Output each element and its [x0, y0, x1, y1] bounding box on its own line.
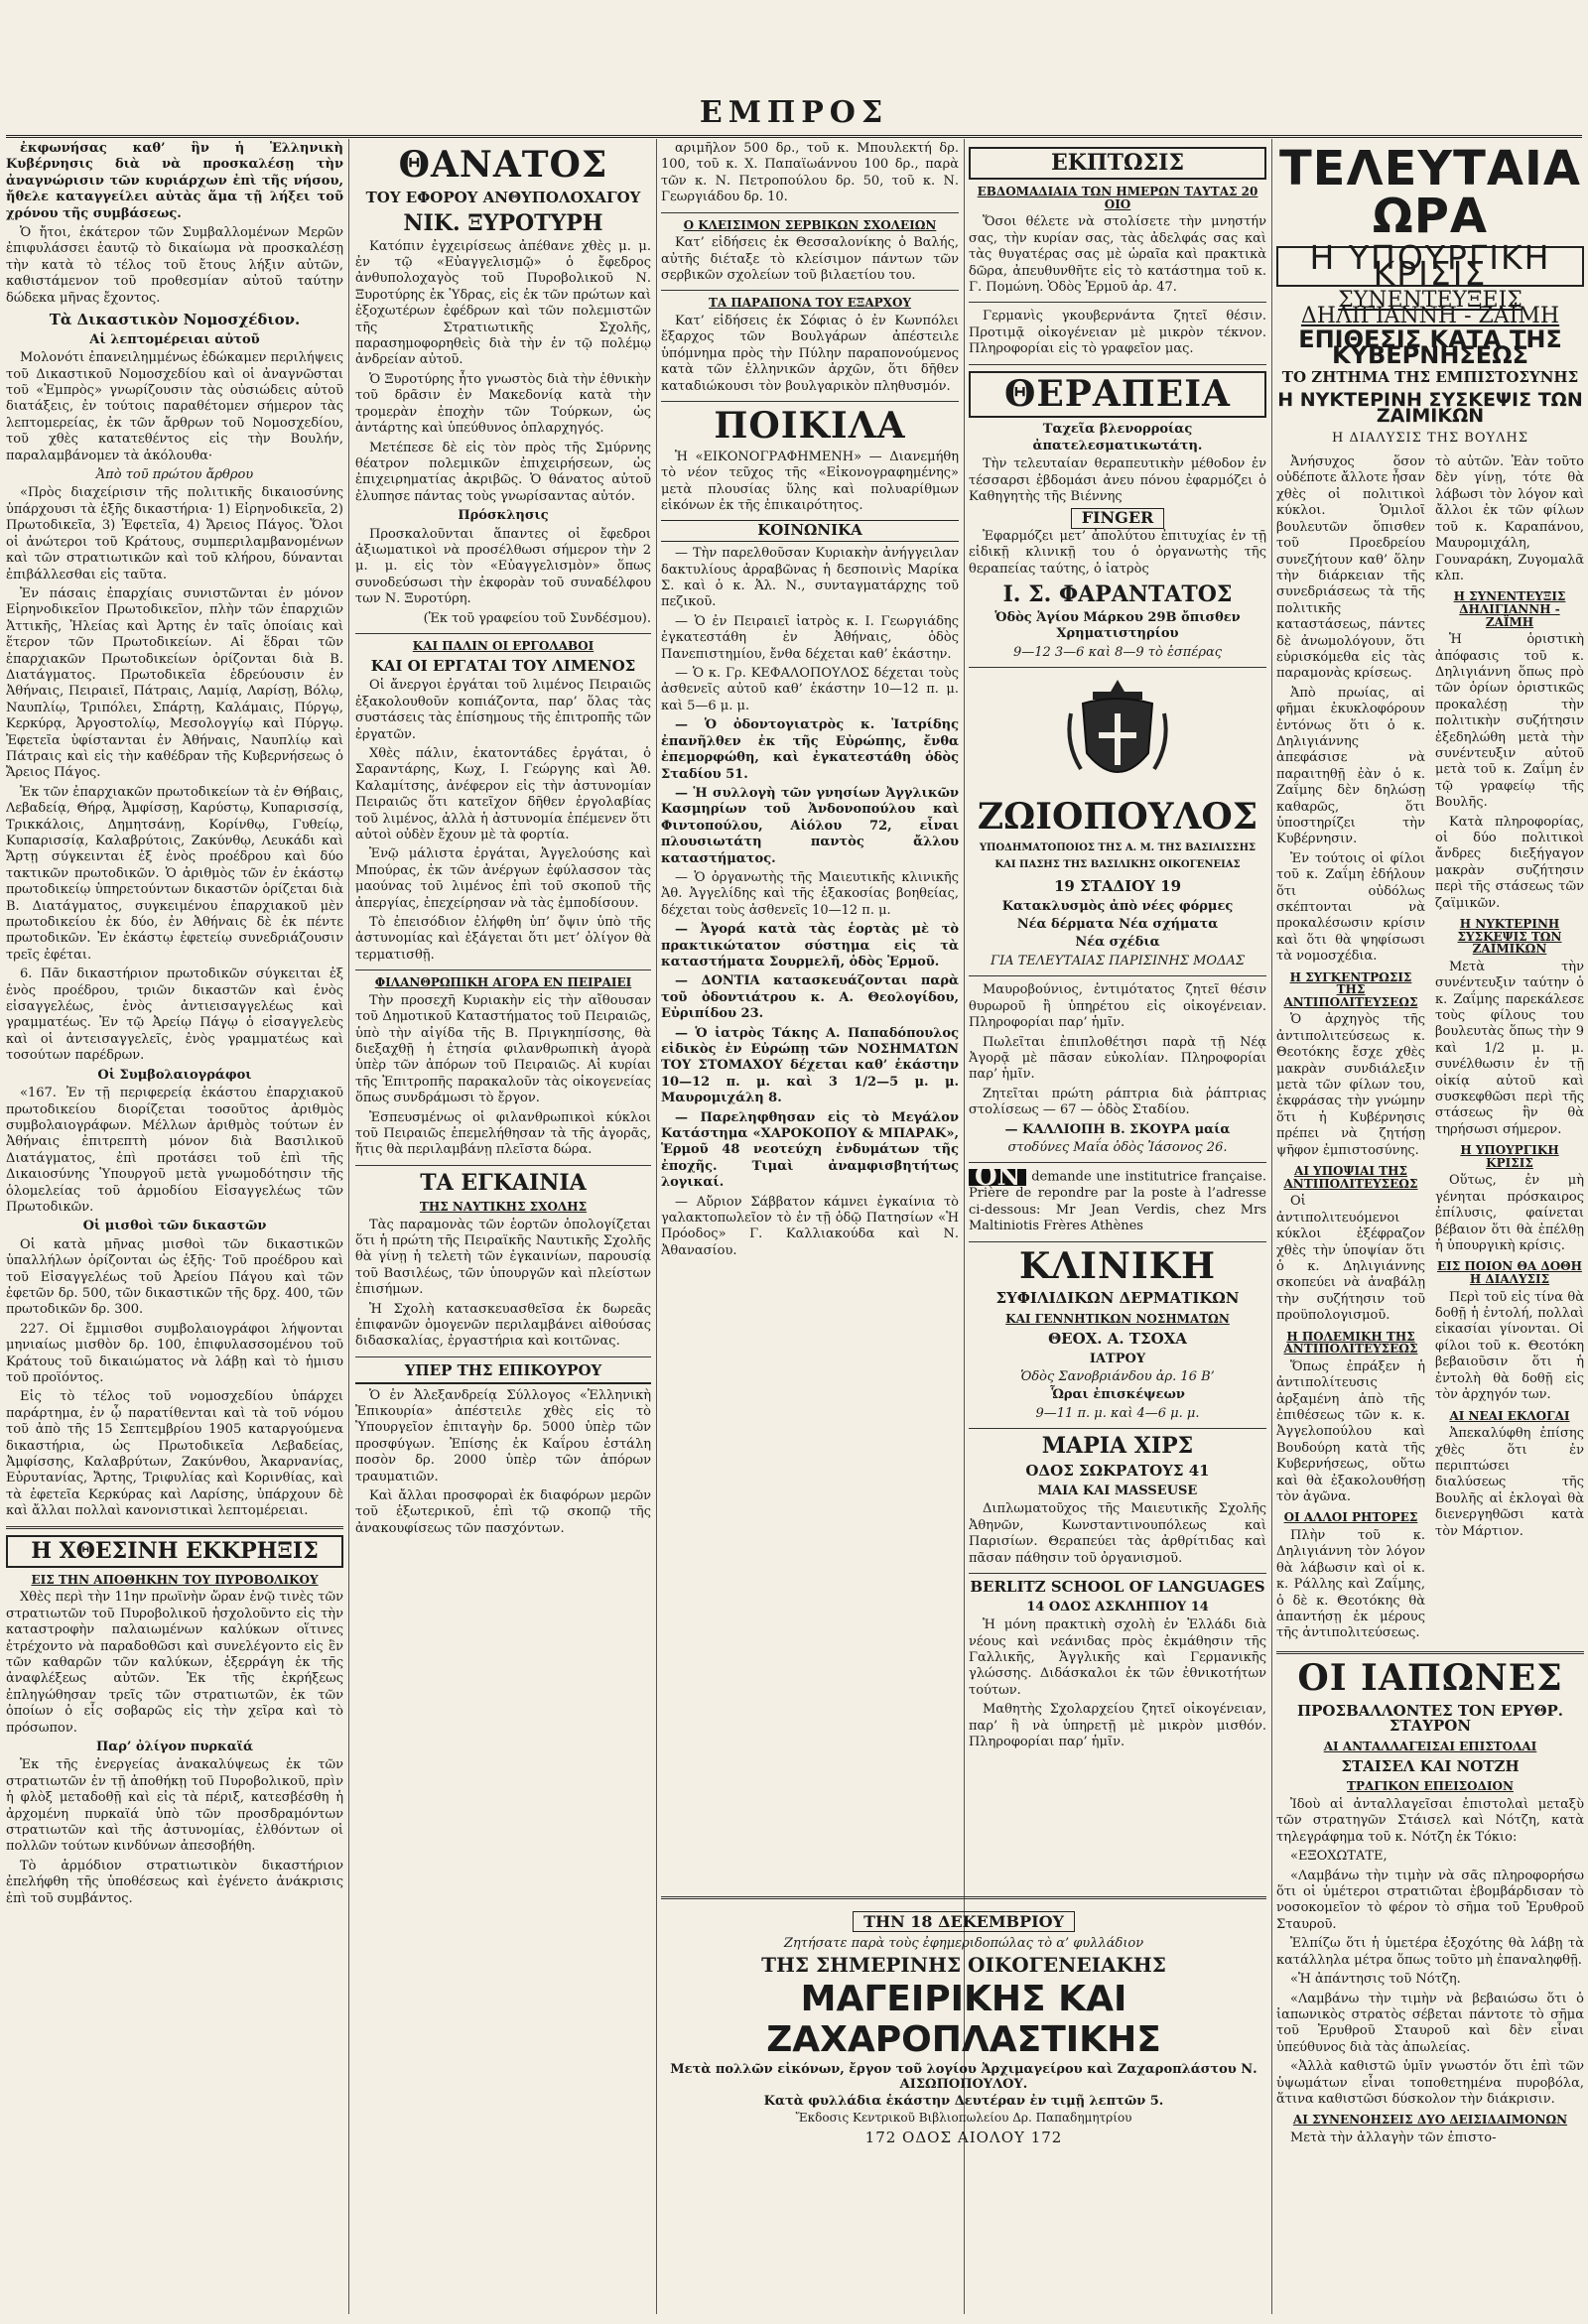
section-heading: Ο ΚΛΕΙΣΙΜΟΝ ΣΕΡΒΙΚΩΝ ΣΧΟΛΕΙΩΝ	[683, 217, 937, 232]
ad-name: ΖΩΙΟΠΟΥΛΟΣ	[977, 796, 1258, 839]
ad-subheading: ΤΗΣ ΣΗΜΕΡΙΝΗΣ ΟΙΚΟΓΕΝΕΙΑΚΗΣ	[761, 1953, 1166, 1977]
classified-text: Μαθητὴς Σχολαρχείου ζητεῖ οἰκογένειαν, παρ’ ἣ νὰ ὑπηρετῇ μὲ μικρὸν μισθόν. Πληροφορίαι παρ’ ἡμῖν.	[969, 1702, 1266, 1750]
subheading: Παρ’ ὀλίγον πυρκαϊά	[95, 1740, 254, 1754]
column-divider	[656, 139, 657, 2314]
subheadline: ΣΥΝΕΝΤΕΥΞΕΙΣ ΔΗΛΙΓΙΑΝΝΗ - ΖΑΪΜΗ	[1300, 287, 1560, 329]
article-text: — Ὁ κ. Γρ. ΚΕΦΑΛΟΠΟΥΛΟΣ δέχεται τοὺς ἀσθενεῖς αὐτοῦ καθ’ ἑκάστην 10—12 π. μ. καὶ 5—6 μ. μ.	[661, 666, 959, 713]
ad-name: BERLITZ SCHOOL OF LANGUAGES	[970, 1578, 1265, 1597]
article-text: Τὰς παραμονὰς τῶν ἑορτῶν ὁπολογίζεται ὅτι ἡ πρώτη τῆς Πειραϊκῆς Ναυτικῆς Σχολῆς θὰ γίνῃ ἡ τελετὴ τῶν ἐγκαινίων, παρουσίᾳ τοῦ Βασιλέως, τῶν ὑπουργῶν καὶ πλείστων ἐπισήμων.	[355, 1217, 651, 1298]
article-text: «Ἡ ἀπάντησις τοῦ Νότζη.	[1290, 1972, 1461, 1988]
article-text: Χθὲς πάλιν, ἑκατοντάδες ἐργάται, ὁ Σαραντάρης, Κωχ, Ι. Γεώργης καὶ Ἀθ. Καλαμίτσης, ἀνέφερον εἰς τὴν ἀστυνομίαν Πειραιῶς ὅτι κατεῖχον δῆθεν ἐργολαβίας τοῦ λιμένος, ἀλλὰ ἡ ἀστυνομία ἐπέμενεν ὅτι αὐτοὶ οὐδὲν ἔχουν μὲ τὰ φορτία.	[355, 745, 651, 842]
ad-subheading: ΥΠΟΔΗΜΑΤΟΠΟΙΟΣ ΤΗΣ Α. Μ. ΤΗΣ ΒΑΣΙΛΙΣΣΗΣ ΚΑΙ ΠΑΣΗΣ ΤΗΣ ΒΑΣΙΛΙΚΗΣ ΟΙΚΟΓΕΝΕΙΑΣ	[979, 842, 1257, 870]
article-text: Ἡ «ΕΙΚΟΝΟΓΡΑΦΗΜΕΝΗ» — Διανεμήθη τὸ νέον τεῦχος τῆς «Εἰκονογραφημένης» μετὰ πλουσίας ὕλης καὶ πολυαρίθμων εἰκόνων ἐκ τῆς ἐπικαιρότητος.	[661, 449, 959, 514]
section-heading: ΚΟΙΝΩΝΙΚΑ	[661, 520, 959, 542]
section-heading: Η ΣΥΝΕΝΤΕΥΞΙΣ ΔΗΛΙΓΙΑΝΝΗ - ΖΑΪΜΗ	[1453, 589, 1566, 629]
article-text: Πλὴν τοῦ κ. Δηλιγιάννη τὸν λόγον θὰ λάβωσιν καὶ οἱ κ. κ. Ράλλης καὶ Ζαΐμης, ὁ δὲ κ. Θεοτόκης θὰ ἀπαντήσῃ ἐκ μέρους τῆς ἀντιπολιτεύσεως.	[1276, 1527, 1425, 1641]
ad-address: 19 ΣΤΑΔΙΟΥ 19	[1053, 876, 1182, 895]
subheadline: ΣΤΑΙΣΕΛ ΚΑΙ ΝΟΤΖΗ	[1341, 1756, 1520, 1775]
article-text: 6. Πᾶν δικαστήριον πρωτοδικῶν σύγκειται ἐξ ἑνὸς προέδρου, τριῶν δικαστῶν καὶ ἑνὸς εἰσαγγελέως, ἑνὸς ἀντιεισαγγελέως καὶ γραμματέως. Ἐν τῷ Ἀρείῳ Πάγῳ ὁ εἰσαγγελεὺς καὶ οἱ ἀντεισαγγελεῖς, ἐνὸς γραμματέως καὶ τοσούτων παρέδρων.	[6, 967, 343, 1064]
article-text: Μολονότι ἐπανειλημμένως ἐδώκαμεν περιλήψεις τοῦ Δικαστικοῦ Νομοσχεδίου καὶ οἱ ἀναγνῶσται τοῦ «Ἐμπρὸς» γνωρίζουσιν τὰς οὐσιώδεις αὐτοῦ διατάξεις, ἐν τούτοις παραθέτομεν σήμερον τὰς λεπτομερείας, ἐκ τῶν ἄρθρων τοῦ Νομοσχεδίου, τοῦ χθὲς κατατεθέντος εἰς τὴν Βουλήν, παραλαμβάνομεν τὰ ἀκόλουθα·	[6, 350, 343, 463]
ad-name: Ι. Σ. ΦΑΡΑΝΤΑΤΟΣ	[1002, 581, 1233, 607]
article-text: Κατ’ εἰδήσεις ἐκ Θεσσαλονίκης ὁ Βαλής, αὐτῆς διέταξε τὸ κλείσιμον πάντων τῶν σερβικῶν σχολείων τοῦ βιλαετίου του.	[661, 235, 959, 284]
article-text: Κατὰ πληροφορίας, οἱ δύο πολιτικοὶ ἄνδρες διεξήγαγον μακρὰν συζήτησιν περὶ τῆς στάσεως τῶν ζαϊμικῶν.	[1435, 814, 1584, 911]
ad-initial: ON	[969, 1169, 1026, 1185]
article-text: — Παρεληφθησαν εἰς τὸ Μεγάλον Κατάστημα «ΧΑΡΟΚΟΠΟΥ & ΜΠΑΡΑΚ», Ἑρμοῦ 48 νεοτεύχη ἐνδυμάτων τῆς ἐποχῆς. Τιμαὶ ἀναμφισβητήτως λογικαί.	[661, 1109, 959, 1191]
section-heading: ΑΙ ΣΥΝΕΝΟΗΣΕΙΣ ΔΥΟ ΔΕΙΣΙΔΑΙΜΟΝΩΝ	[1292, 2113, 1568, 2128]
ad-text: Νέα δέρματα Νέα σχήματα	[1016, 917, 1219, 933]
headline: Η ΥΠΟΥΡΓΙΚΗ ΚΡΙΣΙΣ	[1276, 246, 1584, 287]
ad-address: Ὁδὸς Σανοβριάνδου ἀρ. 16 Β’	[1020, 1368, 1215, 1384]
subheadline: Η ΔΙΑΛΥΣΙΣ ΤΗΣ ΒΟΥΛΗΣ	[1331, 430, 1529, 446]
subheading: Αἱ λεπτομέρειαι αὐτοῦ	[89, 331, 260, 347]
article-text: Μετὰ τὴν συνέντευξιν ταύτην ὁ κ. Ζαΐμης παρεκάλεσε τοὺς φίλους του βουλευτὰς ὅπως τὴν 9 καὶ 1/2 μ. μ. συνέλθωσιν ἐν τῇ οἰκίᾳ αὐτοῦ καὶ συσκεφθῶσι περὶ τῆς στάσεως ἣν θὰ τηρήσωσι σήμερον.	[1435, 959, 1584, 1137]
divider	[661, 1896, 1266, 1899]
ad-text: Μετὰ πολλῶν εἰκόνων, ἔργον τοῦ λογίου Ἀρχιμαγείρου καὶ Ζαχαροπλάστου Ν. ΑΙΣΩΠΟΠΟΥΛΟΥ.	[670, 2062, 1257, 2092]
article-text: — Ὁ ὀδοντογιατρὸς κ. Ἰατρίδης ἐπανῆλθεν ἐκ τῆς Εὐρώπης, ἔνθα ἐπεμορφώθη, καὶ ἐγκατεστάθη ὁδὸς Σταδίου 51.	[661, 717, 959, 782]
section-subheading: ΤΗΣ ΝΑΥΤΙΚΗΣ ΣΧΟΛΗΣ	[419, 1199, 588, 1214]
subheadline: ΤΡΑΓΙΚΟΝ ΕΠΕΙΣΟΔΙΟΝ	[1347, 1779, 1514, 1794]
article-text: Ἀνήσυχος ὅσον οὐδέποτε ἄλλοτε ἦσαν χθὲς οἱ πολιτικοὶ κύκλοι. Ὁμιλοῖ βουλευτῶν ὅπισθεν τοῦ Προεδρείου συνεζήτουν καθ’ ὅλην τὴν διάρκειαν τῆς συνεδριάσεως τὰ τῆς πολιτικῆς καταστάσεως, πάντες δὲ ἀνωμολόγουν, ὅτι εὑρισκόμεθα εἰς τὰς παραμονὰς κρίσεως.	[1276, 454, 1425, 682]
masthead-rule	[6, 135, 1582, 138]
section-heading: Η ΧΘΕΣΙΝΗ ΕΚΚΡΗΞΙΣ	[6, 1535, 343, 1568]
column-divider	[1271, 139, 1272, 2314]
ad-heading: ΕΚΠΤΩΣΙΣ	[969, 147, 1266, 180]
article-text: Ἐν τούτοις οἱ φίλοι τοῦ κ. Ζαΐμη ἐδήλουν ὅτι οὐδόλως σκέπτονται νὰ προκαλέσωσιν κρίσιν καὶ ὅτι θὰ ψηφίσωσι τὰ νομοσχέδια.	[1276, 850, 1425, 965]
article-text: Ἡ ὁριστικὴ ἀπόφασις τοῦ κ. Δηλιγιάννη ὅπως πρὸ τῶν ὁρίων ὁριστικῶς προκαλέσῃ τὴν πολιτικὴν συζήτησιν ἐξεδηλώθη μετὰ τὴν συνέντευξιν αὐτοῦ μετὰ τοῦ κ. Ζαΐμη ἐν τῷ γραφείῳ τῆς Βουλῆς.	[1435, 632, 1584, 811]
subheading: Ἀπὸ τοῦ πρώτου ἄρθρου	[95, 467, 254, 483]
article-text: Οἱ κατὰ μῆνας μισθοὶ τῶν δικαστικῶν ὑπαλλήλων ὁρίζονται ὡς ἑξῆς· Τοῦ προέδρου καὶ τοῦ Εἰσαγγελέως τοῦ Ἀρείου Πάγου καὶ τῶν ἐφετῶν δρ. 500, τῶν δικαστικῶν τῆς δρχ. 400, τῶν πρωτοδικῶν δρ. 300.	[6, 1236, 343, 1318]
divider	[969, 1573, 1266, 1574]
divider	[355, 1165, 651, 1166]
column-1	[6, 141, 343, 2314]
section-heading: ΕΙΣ ΠΟΙΟΝ ΘΑ ΔΟΘΗ Η ΔΙΑΛΥΣΙΣ	[1437, 1259, 1582, 1287]
ad-heading: ΜΑΓΕΙΡΙΚΗΣ ΚΑΙ ΖΑΧΑΡΟΠΛΑΣΤΙΚΗΣ	[766, 1979, 1161, 2060]
ad-heading: ΘΕΡΑΠΕΙΑ	[969, 371, 1266, 419]
classified-text: Πωλεῖται ἐπιπλοθέτησι παρὰ τῇ Νέᾳ Ἀγορᾷ μὲ πᾶσαν εὐκολίαν. Πληροφορίαι παρ’ ἡμῖν.	[969, 1034, 1266, 1083]
article-text: Ὁ ἤτοι, ἑκάτερον τῶν Συμβαλλομένων Μερῶν ἐπιφυλάσσει ἑαυτῷ τὸ δικαίωμα νὰ προσκαλέσῃ τὴν κατὰ τὸ τέλος τοῦ ἔτους λήξιν αὐτῶν, καθιστάμενον τοῦ προθεσμίαν αὐτοῦ ταύτην δώδεκα μῆνας ἔχοντος.	[6, 225, 343, 306]
ad-text: Ἐφαρμόζει μετ’ ἀπολύτου ἐπιτυχίας ἐν τῇ εἰδικῇ κλινικῇ του ὁ ὀργανωτὴς τῆς θεραπείας ταύτης, ὁ ἰατρὸς	[969, 528, 1266, 577]
cookbook-advertisement	[661, 1890, 1266, 2233]
article-text: Ὅπως ἐπράξεν ἡ ἀντιπολίτευσις ἀρξαμένη ἀπὸ τῆς ἐπιθέσεως τῶν κ. κ. Ἀγγελοπούλου καὶ Βουδούρη κατὰ τῆς Κυβερνήσεως, οὕτω καὶ θὰ ἐξακολουθήσῃ τὸν ἀγῶνα.	[1276, 1358, 1425, 1504]
article-text: Καὶ ἄλλαι προσφοραὶ ἐκ διαφόρων μερῶν τοῦ ἐξωτερικοῦ, ἐπὶ τῷ σκοπῷ τῆς ἀνακουφίσεως τῶν πασχόντων.	[355, 1488, 651, 1536]
royal-crest-icon	[1063, 674, 1172, 793]
article-text: Οἱ ἄνεργοι ἐργάται τοῦ λιμένος Πειραιῶς ἐξακολουθοῦν κοπιάζοντα, παρ’ ὅλας τὰς συστάσεις τὰς ἐπίσημους τῆς ἐπιτροπῆς τῶν ἐργατῶν.	[355, 678, 651, 742]
article-text: — Αὔριον Σάββατον κάμνει ἐγκαίνια τὸ γαλακτοπωλεῖον τὸ ἐν τῇ ὁδῷ Πατησίων «Ἡ Πρόοδος» Γ. Καλλιακούδα καὶ Ν. Ἀθανασίου.	[661, 1194, 959, 1258]
masthead-title: ΕΜΠΡΟΣ	[699, 95, 889, 130]
article-text: — Ἡ συλλογὴ τῶν γνησίων Ἀγγλικῶν Κασμηρίων τοῦ Ἀνδονοπούλου καὶ Φιντοπούλου, Αἰόλου 72, εἶναι πλουσιωτάτη παντὸς ἄλλου καταστήματος.	[661, 785, 959, 866]
ad-text: Κατὰ φυλλάδια ἑκάστην Δευτέραν ἐν τιμῇ λεπτῶν 5.	[763, 2094, 1164, 2109]
ad-subheading: ΙΑΤΡΟΥ	[1089, 1351, 1146, 1366]
article-text: Ἐν πάσαις ἐπαρχίαις συνιστῶνται ἐν μόνον Εἰρηνοδικεῖον Πρωτοδικεῖον, πλὴν τῶν ἐπαρχιῶν Ἀττικῆς, Ἠλείας καὶ Ἀρτης ἐν ταῖς ὁποίαις καὶ ἕτερον τῶν Πρωτοδικείων. Αἱ ἕδραι τῶν ἐπαρχιακῶν Πρωτοδικείων ὁρίζονται διὰ Β. Διατάγματος. Πρωτοδικεῖα ἐδρεύουσιν ἐν Ἀθήναις, Πειραιεῖ, Πάτραις, Λαμίᾳ, Λαρίσῃ, Βόλῳ, Ναυπλίῳ, Τριπόλει, Σπάρτῃ, Καλάμαις, Πύργῳ, Κερκύρᾳ, Ἀργοστολίῳ, Μεσολογγίῳ καὶ Πύργῳ. Ἐφετεῖα ὑφίστανται ἐν Ἀθήναις, Ναυπλίῳ καὶ Πάτραις καὶ εἰς τὴν καθέδραν τῆς Κυβερνήσεως ὁ Ἄρειος Πάγος.	[6, 585, 343, 781]
column-divider	[348, 139, 349, 2314]
article-text: Ὁ Ξυροτύρης ἦτο γνωστὸς διὰ τὴν ἐθνικὴν τοῦ δρᾶσιν ἐν Μακεδονίᾳ κατὰ τὴν τρομερὰν ἐποχὴν τῶν Τούρκων, ὡς ἀντάρτης καὶ ὑπεύθυνος ὁπλαρχηγός.	[355, 371, 651, 437]
section-heading: Η ΣΥΓΚΕΝΤΡΩΣΙΣ ΤΗΣ ΑΝΤΙΠΟΛΙΤΕΥΣΕΩΣ	[1283, 969, 1418, 1009]
article-text: Ὁ ἀρχηγὸς τῆς ἀντιπολιτεύσεως κ. Θεοτόκης ἔσχε χθὲς μακρὰν συνδιάλεξιν μετὰ τῶν φίλων του, ἐκφράσας τὴν γνώμην ὅτι ἡ Κυβέρνησις πρέπει νὰ ζητήσῃ ψῆφον ἐμπιστοσύνης.	[1276, 1012, 1425, 1158]
article-text: Τὸ ἐπεισόδιον ἐλήφθη ὑπ’ ὄψιν ὑπὸ τῆς ἀστυνομίας καὶ ἐξάγεται ὅτι μετ’ ὀλίγον θὰ τερματισθῇ.	[355, 915, 651, 963]
section-heading: ΥΠΕΡ ΤΗΣ ΕΠΙΚΟΥΡΟΥ	[355, 1363, 651, 1384]
article-text: «Λαμβάνω τὴν τιμὴν νὰ σᾶς πληροφορήσω ὅτι οἱ ὑμέτεροι στρατιῶται ἐβομβάρδισαν τὸ νοσοκομεῖον τὸ φέρον τὸ σῆμα τοῦ Ἐρυθροῦ Σταυροῦ.	[1276, 1868, 1584, 1932]
ad-heading: ΚΛΙΝΙΚΗ	[1018, 1244, 1217, 1287]
article-text: — Ὁ ἐν Πειραιεῖ ἰατρὸς κ. Ι. Γεωργιάδης ἐγκατεστάθη ἐν Ἀθήναις, ὁδὸς Πανεπιστημίου, ἔνθα δέχεται καθ’ ἑκάστην.	[661, 613, 959, 662]
section-heading: ΤΑ ΕΓΚΑΙΝΙΑ	[420, 1169, 587, 1196]
ad-name: — ΚΑΛΛΙΟΠΗ Β. ΣΚΟΥΡΑ μαία	[1004, 1121, 1231, 1137]
article-text: Οἱ ἀντιπολιτευόμενοι κύκλοι ἐξέφραζον χθὲς τὴν ὑποψίαν ὅτι ὁ κ. Δηλιγιάννης σκοπεύει νὰ ἀναβάλῃ τὴν συζήτησιν τοῦ προϋπολογισμοῦ.	[1276, 1194, 1425, 1324]
article-text: Ἐσπευσμένως οἱ φιλανθρωπικοὶ κύκλοι τοῦ Πειραιῶς ἐπεμελήθησαν τὰ τῆς ἀγορᾶς, ἥτις θὰ περιλαμβάνῃ πλεῖστα δώρα.	[355, 1109, 651, 1158]
section-heading: Η ΠΟΛΕΜΙΚΗ ΤΗΣ ΑΝΤΙΠΟΛΙΤΕΥΣΕΩΣ	[1283, 1329, 1418, 1356]
ad-hours: 9—11 π. μ. καὶ 4—6 μ. μ.	[1035, 1405, 1200, 1421]
section-heading: ΤΑ ΠΑΡΑΠΟΝΑ ΤΟΥ ΕΞΑΡΧΟΥ	[708, 296, 912, 311]
ad-name: ΘΕΟΧ. Α. ΤΣΟΧΑ	[1048, 1329, 1187, 1348]
subheading: Οἱ μισθοὶ τῶν δικαστῶν	[82, 1219, 267, 1234]
article-text: 227. Οἱ ἔμμισθοι συμβολαιογράφοι λήψονται μηνιαίως μισθὸν δρ. 100, ἐπιφυλασσομένου τοῦ Κράτους τοῦ δικαιώματος νὰ λάβῃ καὶ τὸ ἡμισυ τοῦ προϊόντος.	[6, 1321, 343, 1385]
ad-address: Ὁδὸς Ἁγίου Μάρκου 29Β ὄπισθεν Χρηματιστηρίου	[994, 610, 1241, 642]
divider	[661, 401, 959, 402]
article-text: — Τὴν παρελθοῦσαν Κυριακὴν ἀνήγγειλαν δακτυλίους ἀρραβῶνας ἡ δεσποινὶς Μαρίκα Σ. καὶ ὁ κ. Ἀλ. Ν., συνταγματάρχης τοῦ πεζικοῦ.	[661, 546, 959, 610]
section-heading: ΚΑΙ ΠΑΛΙΝ ΟΙ ΕΡΓΟΛΑΒΟΙ	[412, 638, 595, 653]
ad-text: Κατακλυσμὸς ἀπὸ νέες φόρμες	[1001, 898, 1234, 914]
subheadline: ΕΠΙΘΕΣΙΣ ΚΑΤΑ ΤΗΣ ΚΥΒΕΡΝΗΣΕΩΣ	[1298, 324, 1562, 370]
article-text: Χθὲς περὶ τὴν 11ην πρωϊνὴν ὥραν ἐνῷ τινὲς τῶν στρατιωτῶν τοῦ Πυροβολικοῦ ἠσχολοῦντο εἰς τὴν καταστροφὴν παλαιωμένων καλύκων οἵτινες ἐτρέχοντο νὰ παραδοθῶσι καὶ συνελέγοντο εἰς ἓν τῶν καθαρῶν τῶν καλύκων, ἐξερράγη ἐκ τῆς ἀναφλέξεως αὐτῶν. Ἐκ τῆς ἐκρήξεως ἐπληγώθησαν τρεῖς τῶν στρατιωτῶν, ἐκ τῶν ὁποίων ὁ εἷς σοβαρῶς εἰς τὴν χεῖρα καὶ τὸ πρόσωπον.	[6, 1590, 343, 1736]
article-text: Μετέπεσε δὲ εἰς τὸν πρὸς τῆς Σμύρνης θέατρον πολεμικῶν ἐπιχειρήσεων, ὡς ἐπιχειρηματίας ἀκριβῶς. Ὁ θάνατος αὐτοῦ ἐλυπησε πάντας τοὺς γνωρίσαντας αὐτόν.	[355, 440, 651, 504]
divider	[969, 364, 1266, 365]
ad-text: Νέα σχέδια	[1075, 935, 1160, 951]
ad-name: ΜΑΡΙΑ ΧΙΡΣ	[1041, 1433, 1194, 1460]
ad-subheading: ΣΥΦΙΛΙΔΙΚΩΝ ΔΕΡΜΑΤΙΚΩΝ	[995, 1289, 1240, 1308]
section-banner: ΤΕΛΕΥΤΑΙΑ ΩΡΑ	[1278, 141, 1582, 244]
section-heading: ΑΙ ΥΠΟΨΙΑΙ ΤΗΣ ΑΝΤΙΠΟΛΙΤΕΥΣΕΩΣ	[1283, 1164, 1418, 1191]
article-text: Ἡ Σχολὴ κατασκευασθεῖσα ἐκ δωρεᾶς ἐπιφανῶν ὁμογενῶν περιλαμβάνει αἰθούσας διδασκαλίας, ἐργαστήρια καὶ κοιτῶνας.	[355, 1301, 651, 1350]
article-text: «Λαμβάνω τὴν τιμὴν νὰ βεβαιώσω ὅτι ὁ ἰαπωνικὸς στρατὸς σέβεται πάντοτε τὸ σῆμα τοῦ Ἐρυθροῦ Σταυροῦ καὶ δὲν εἶναι ὑπεύθυνος διὰ τὰς ἀπωλείας.	[1276, 1991, 1584, 2055]
article-text: Ἐκ τῶν ἐπαρχιακῶν πρωτοδικείων τὰ ἐν Θήβαις, Λεβαδείᾳ, Θήρᾳ, Ἀμφίσσῃ, Καρύστῳ, Κυπαρισσίᾳ, Τρικκάλοις, Δημητσάνῃ, Κορίνθῳ, Γυθείῳ, Κυπαρισσίᾳ, Καλαβρύτοις, Ζακύνθῳ, Λευκάδι καὶ Ἄρτῃ σύγκεινται ἐξ ἑνὸς προέδρου καὶ δύο τακτικῶν πρωτοδικῶν. Ὁ ἀριθμὸς τῶν ἐν ἑκάστῳ πρωτοδικείῳ ὑπηρετούντων δικαστῶν ὁρίζεται διὰ Β. Διατάγματος, συγκειμένου ἐπαρχιακοῦ μὲν πρωτοδικείου ἐκ δύο, ἐν Ἀθήναις δὲ ἐκ πέντε πρωτοδικῶν. Ἐν ἑκάστῳ ἐφετείῳ συνεδριάζουσιν τρεῖς ἐφέται.	[6, 784, 343, 963]
article-text: Κατ’ εἰδήσεις ἐκ Σόφιας ὁ ἐν Κωνπόλει ἔξαρχος τῶν Βουλγάρων ἀπέστειλε ὑπόμνημα πρὸς τὴν Πύλην παραπονούμενος κατὰ τῶν ἑλληνικῶν ἀρχῶν, ὅτι δῆθεν καταδιώκουσι τὸν βουλγαρικὸν πληθυσμόν.	[661, 314, 959, 394]
section-heading: ΘΑΝΑΤΟΣ	[398, 144, 608, 186]
ad-hours-label: Ὧραι ἐπισκέψεων	[1050, 1387, 1185, 1403]
article-text: τὸ αὐτῶν. Ἐὰν τοῦτο δὲν γίνῃ, τότε θὰ λάβωσι τὸν λόγον καὶ ἄλλοι ἐκ τῶν φίλων τοῦ κ. Καραπάνου, Μαυρομιχάλη, Γουναράκη, Ζυγομαλᾶ κλπ.	[1435, 454, 1584, 583]
article-text: — Ἀγορά κατὰ τὰς ἑορτὰς μὲ τὸ πρακτικώτατον σύστημα εἰς τὰ καταστήματα Σουρμελῆ, ὁδὸς Ἑρμοῦ.	[661, 922, 959, 969]
ad-text: ΓΙΑ ΤΕΛΕΥΤΑΙΑΣ ΠΑΡΙΣΙΝΗΣ ΜΟΔΑΣ	[990, 953, 1246, 968]
article-text: Ἀπεκαλύφθη ἐπίσης χθὲς ὅτι ἐν περιπτώσει διαλύσεως τῆς Βουλῆς αἱ ἐκλογαὶ θὰ διενεργηθῶσι κατὰ τὸν Μάρτιον.	[1435, 1426, 1584, 1539]
section-subheading: ΚΑΙ ΟΙ ΕΡΓΑΤΑΙ ΤΟΥ ΛΙΜΕΝΟΣ	[370, 656, 636, 675]
article-text: «Ἀλλὰ καθιστῶ ὑμῖν γνωστόν ὅτι ἐπὶ τῶν ὑψωμάτων εἶναι τοποθετημένα πυροβόλα, ἅτινα καθιστῶσι δύσκολον τὴν διάκρισιν.	[1276, 2059, 1584, 2107]
divider	[355, 633, 651, 634]
ad-text: Ἡ μόνη πρακτικὴ σχολὴ ἐν Ἑλλάδι διὰ νέους καὶ νεάνιδας πρὸς ἐκμάθησιν τῆς Γαλλικῆς, Ἀγγλικῆς καὶ Γερμανικῆς γλώσσης. Διδάσκαλοι ἐκ τῶν ἐθνικοτήτων τούτων.	[969, 1617, 1266, 1698]
article-text: Ὁ ἐν Ἀλεξανδρείᾳ Σύλλογος «Ἑλληνικὴ Ἐπικουρία» ἀπέστειλε χθὲς εἰς τὸ Ὑπουργεῖον ἐπιταγὴν δρ. 5000 ὑπὲρ τῶν προσφύγων. Ἐπίσης ἐκ Καΐρου ἐστάλη ποσὸν δρ. 2000 ὑπὲρ τῶν ἀπόρων τραυματιῶν.	[355, 1387, 651, 1485]
ad-address: 14 ΟΔΟΣ ΑΣΚΛΗΠΙΟΥ 14	[1026, 1599, 1209, 1614]
divider	[969, 1428, 1266, 1429]
article-text: Τὴν προσεχῆ Κυριακὴν εἰς τὴν αἴθουσαν τοῦ Δημοτικοῦ Καταστήματος τοῦ Πειραιῶς, ὑπὸ τὴν αἰγίδα τῆς Β. Πριγκηπίσσης, θὰ διεξαχθῇ ἡ ἐτησία φιλανθρωπικὴ ἀγορὰ ὑπὲρ τῶν ἀπόρων τοῦ Πειραιῶς. Αἱ κυρίαι τῆς Ἐπιτροπῆς παρακαλοῦν τὰς οἰκογενείας ὅπως συνδράμωσι τὸ ἔργον.	[355, 992, 651, 1106]
divider	[661, 290, 959, 291]
article-text: Οὕτως, ἐν μὴ γένηται πρόσκαιρος ἐπίλυσις, φαίνεται βέβαιον ὅτι θὰ ἐπέλθῃ ἡ ὑπουργικὴ κρίσις.	[1435, 1173, 1584, 1254]
ad-text: Τὴν τελευταίαν θεραπευτικὴν μέθοδον ἐν τέσσαρσι ἑβδομάσι ἀνευ πόνου ἐφαρμόζει ὁ Καθηγητὴς τῆς Βιέννης	[969, 456, 1266, 504]
subheading: Οἱ Συμβολαιογράφοι	[97, 1067, 252, 1083]
ad-subheading: Ταχεῖα βλενορροίας ἀπατελεσματικωτάτη.	[1032, 422, 1203, 453]
subheadline: Η ΝΥΚΤΕΡΙΝΗ ΣΥΣΚΕΨΙΣ ΤΩΝ ΖΑΙΜΙΚΩΝ	[1277, 388, 1583, 428]
ad-hours: 9—12 3—6 καὶ 8—9 τὸ ἑσπέρας	[1012, 644, 1223, 660]
subheadline: ΤΟ ΖΗΤΗΜΑ ΤΗΣ ΕΜΠΙΣΤΟΣΥΝΗΣ	[1281, 368, 1579, 387]
article-text: — ΔΟΝΤΙΑ κατασκευάζονται παρὰ τοῦ ὀδοντιάτρου κ. Α. Θεολογίδου, Εὐριπίδου 23.	[661, 973, 959, 1022]
subheading: Πρόσκλησις	[458, 508, 549, 524]
ad-text: στοδύνες Μαΐα ὁδὸς Ἰάσονος 26.	[1007, 1139, 1228, 1155]
subheadline: ΠΡΟΣΒΑΛΛΟΝΤΕΣ ΤΟΝ ΕΡΥΘΡ. ΣΤΑΥΡΟΝ	[1296, 1701, 1564, 1736]
divider	[6, 1526, 343, 1529]
ad-address: ΟΔΟΣ ΣΩΚΡΑΤΟΥΣ 41	[1025, 1462, 1210, 1481]
article-text: — Ὁ ἰατρὸς Τάκης Α. Παπαδόπουλος εἰδικὸς ἐν Εὐρώπῃ τῶν ΝΟΣΗΜΑΤΩΝ ΤΟΥ ΣΤΟΜΑΧΟΥ δέχεται καθ’ ἑκάστην 10—12 π. μ. καὶ 3 1/2—5 μ. μ. Μαυρομιχάλη 8.	[661, 1025, 959, 1106]
divider	[969, 1241, 1266, 1242]
article-text: «ΕΞΟΧΩΤΑΤΕ,	[1290, 1849, 1388, 1865]
article-text: Μετὰ τὴν ἀλλαγὴν τῶν ἐπιστο-	[1290, 2130, 1497, 2145]
article-text: «Πρὸς διαχείρισιν τῆς πολιτικῆς δικαιοσύνης ὑπάρχουσι τὰ ἑξῆς δικαστήρια· 1) Εἰρηνοδικεῖα, 2) Πρωτοδικεῖα, 3) Ἐφετεῖα, 4) Ἄρειος Πάγος. Ὅλοι οἱ ἀνώτεροι τοῦ Κράτους, συμπεριλαμβανομένων καὶ τῶν στρατιωτικῶν καὶ τοῦ κλήρου, δύνανται ἐπιβάλλεσθαι εἰς ταῦτα.	[6, 485, 343, 582]
ad-text: Διπλωματοῦχος τῆς Μαιευτικῆς Σχολῆς Ἀθηνῶν, Κωνσταντινουπόλεως καὶ Παρισίων. Θεραπεύει τὰς ἀρθρίτιδας καὶ πᾶσαν πάθησιν τοῦ ὀργανισμοῦ.	[969, 1501, 1266, 1566]
section-subheading: ΝΙΚ. ΞΥΡΟΤΥΡΗ	[403, 209, 603, 236]
divider	[969, 667, 1266, 668]
section-heading: ΦΙΛΑΝΘΡΩΠΙΚΗ ΑΓΟΡΑ ΕΝ ΠΕΙΡΑΙΕΙ	[374, 975, 632, 990]
article-text: Τὸ ἁρμόδιον στρατιωτικὸν δικαστήριον ἐπελήφθη τῆς ὑποθέσεως καὶ ἐγένετο ἀνάκρισις ἐπὶ τοῦ συμβάντος.	[6, 1858, 343, 1906]
ad-text: demande une institutrice française. Prière de repondre par la poste à l’adresse ci-dessous: Mr Jean Verdis, chez Mrs Maltiniotis Frères Athènes	[969, 1170, 1266, 1234]
classified-text: Μαυροβούνιος, ἐντιμότατος ζητεῖ θέσιν θυρωροῦ ἢ ὑπηρέτου εἰς οἰκογένειαν. Πληροφορίαι παρ’ ἡμῖν.	[969, 982, 1266, 1031]
section-subheading: ΕΙΣ ΤΗΝ ΑΠΟΘΗΚΗΝ ΤΟΥ ΠΥΡΟΒΟΛΙΚΟΥ	[31, 1572, 319, 1587]
ad-address: 172 ΟΔΟΣ ΑΙΟΛΟΥ 172	[864, 2129, 1063, 2146]
article-text: Ἐκ τῆς ἐνεργείας ἀνακαλύψεως ἐκ τῶν στρατιωτῶν ἐν τῇ ἀποθήκῃ τοῦ Πυροβολικοῦ, πρὶν ἡ φλὸξ μεταδοθῇ καὶ εἰς τὰ πέριξ, κατεσβέσθη ἡ ἀρχομένη πυρκαϊά ὑπὸ τῶν προσδραμόντων στρατιωτῶν καὶ τῆς ἀστυνομίας, ἐλθόντων οἱ πολλῶν τούτων κινδύνων ἀπεσοβήθη.	[6, 1757, 343, 1855]
article-text: Ἰδοὺ αἱ ἀνταλλαγεῖσαι ἐπιστολαὶ μεταξὺ τῶν στρατηγῶν Στάισελ καὶ Νότζη, κατὰ τηλεγράφημα τοῦ κ. Νότζη ἐκ Τόκιο:	[1276, 1797, 1584, 1845]
classified-text: Ζητεῖται πρώτη ράπτρια διὰ ῥάπτριας στολίσεως — 67 — ὁδὸς Σταδίου.	[969, 1086, 1266, 1118]
section-heading: ΠΟΙΚΙΛΑ	[714, 405, 906, 448]
ad-text: Ζητήσατε παρὰ τοὺς ἐφημεριδοπώλας τὸ α’ φυλλάδιον	[783, 1936, 1144, 1951]
divider	[355, 1356, 651, 1357]
divider	[969, 975, 1266, 976]
column-3	[661, 141, 959, 1882]
column-5	[1276, 141, 1584, 2314]
headline: ΟΙ ΙΑΠΩΝΕΣ	[1297, 1656, 1563, 1699]
divider	[1276, 1651, 1584, 1654]
section-heading: ΑΙ ΝΕΑΙ ΕΚΛΟΓΑΙ	[1449, 1408, 1570, 1423]
divider	[969, 302, 1266, 303]
ad-subheading: ΜΑΙΑ ΚΑΙ MASSEUSE	[1037, 1484, 1198, 1499]
ad-subheading: ΕΒΔΟΜΑΔΙΑΙΑ ΤΩΝ ΗΜΕΡΩΝ ΤΑΥΤΑΣ 20 ΟΙΟ	[977, 185, 1258, 211]
article-text: — Ὁ ὀργανωτὴς τῆς Μαιευτικῆς κλινικῆς Ἀθ. Ἀγγελίδης καὶ τῆς ἑξακοσίας βοηθείας, δέχεται τοὺς ἀσθενεῖς 10—12 π. μ.	[661, 869, 959, 918]
section-subheading: ΤΟΥ ΕΦΟΡΟΥ ΑΝΘΥΠΟΛΟΧΑΓΟΥ	[365, 188, 641, 206]
article-text: Εἰς τὸ τέλος τοῦ νομοσχεδίου ὑπάρχει παράρτημα, ἐν ᾧ παρατίθενται καὶ τὰ τοῦ νόμου τοῦ ἀπὸ τῆς 15 Σεπτεμβρίου 1905 καταργούμενα δικαστήρια, ὡς Πρωτοδικεῖα Λεβαδείας, Ἀμφίσσης, Καλαβρύτων, Ζακύνθου, Ἀκαρνανίας, Εὐρυτανίας, Ἄρτης, Τριφυλίας καὶ Κορινθίας, καὶ τὰ ἐφετεῖα Κερκύρας καὶ Λαρίσης, ὑπάρχουν δὲ καὶ ἄλλαι πολλαὶ κανονιστικαὶ λεπτομέρειαι.	[6, 1389, 343, 1519]
article-text: «167. Ἐν τῇ περιφερείᾳ ἑκάστου ἐπαρχιακοῦ πρωτοδικείου διορίζεται τοσοῦτος ἀριθμὸς συμβολαιογράφων. Μέλλων ἀριθμὸς τούτων ἐν Ἀθήναις ἐπιτρεπτὴ μόνον διὰ Βασιλικοῦ Διατάγματος, ἐπὶ προτάσει τοῦ ἐπὶ τῆς Δικαιοσύνης Ὑπουργοῦ μετὰ γνωμοδότησιν τῆς ὁλομελείας τοῦ ἁρμοδίου Εἰσαγγελέως τῶν Πρωτοδικῶν.	[6, 1086, 343, 1215]
ad-date: ΤΗΝ 18 ΔΕΚΕΜΒΡΙΟΥ	[853, 1911, 1075, 1932]
article-text: Ἐλπίζω ὅτι ἡ ὑμετέρα ἐξοχότης θὰ λάβῃ τὰ κατάλληλα μέτρα ὅπως τοῦτο μὴ ἐπαναληφθῇ.	[1276, 1936, 1584, 1968]
subheadline: ΑΙ ΑΝΤΑΛΛΑΓΕΙΣΑΙ ΕΠΙΣΤΟΛΑΙ	[1323, 1740, 1537, 1754]
article-text: Προσκαλοῦνται ἅπαντες οἱ ἔφεδροι ἀξιωματικοὶ νὰ προσέλθωσι σήμερον τὴν 2 μ. μ. εἰς τὸν «Εὐαγγελισμὸν» ὅπως συνοδεύσωσι τὴν ἐκφορὰν τοῦ συναδέλφου των Ν. Ξυροτύρη.	[355, 526, 651, 607]
section-heading: ΟΙ ΑΛΛΟΙ ΡΗΤΟΡΕΣ	[1283, 1510, 1418, 1525]
divider	[661, 212, 959, 213]
ad-publisher: Ἔκδοσις Κεντρικοῦ Βιβλιοπωλείου Δρ. Παπαδημητρίου	[795, 2111, 1132, 2125]
classified-text: Γερμανὶς γκουβερνάντα ζητεῖ θέσιν. Προτιμᾷ οἰκογένειαν μὲ μικρὸν τέκνον. Πληροφορίαι εἰς τὸ γραφεῖον μας.	[969, 309, 1266, 357]
article-text: (Ἐκ τοῦ γραφείου τοῦ Συνδέσμου).	[423, 610, 651, 626]
article-text: Ἀπὸ πρωίας, αἱ φῆμαι ἐκυκλοφόρουν ἐντόνως ὅτι ὁ κ. Δηλιγιάννης ἀπεφάσισε νὰ παραιτηθῇ ἐὰν ὁ κ. Ζαΐμης δὲν δηλώσῃ καθαρῶς, ὅτι ὑποστηρίζει τὴν Κυβέρνησιν.	[1276, 685, 1425, 847]
section-heading: Τὰ Δικαστικὸν Νομοσχέδιον.	[49, 311, 301, 329]
article-text: αριμῆλον 500 δρ., τοῦ κ. Μπουλεκτή δρ. 100, τοῦ κ. Χ. Παπαϊωάννου 100 δρ., παρὰ τῶν κ. Ν. Πετροπούλου δρ. 50, τοῦ κ. Ν. Γεωργιάδου δρ. 10.	[661, 141, 959, 205]
article-text: Κατόπιν ἐγχειρίσεως ἀπέθανε χθὲς μ. μ. ἐν τῷ «Εὐαγγελισμῷ» ὁ ἔφεδρος ἀνθυπολοχαγὸς τοῦ Πυροβολικοῦ Ν. Ξυροτύρης ἐκ Ὑδρας, εἰς ἐκ τῶν πρώτων καὶ ἐξοχωτέρων ἐφέδρων καὶ τῶν πολεμιστῶν τῆς Στρατιωτικῆς Σχολῆς, παρασημοφορηθεὶς διὰ τὴν ἐν τῷ πολέμῳ ἀνδρείαν αὐτοῦ.	[355, 238, 651, 368]
ad-name: FINGER	[1071, 508, 1165, 528]
article-text: Περὶ τοῦ εἰς τίνα θὰ δοθῇ ἡ ἐντολή, πολλαὶ εἰκασίαι γίνονται. Οἱ φίλοι τοῦ κ. Θεοτόκη βεβαιοῦσιν ὅτι ἡ ἐντολὴ θὰ δοθῇ εἰς τὸν ἀρχηγόν των.	[1435, 1289, 1584, 1403]
column-4	[969, 141, 1266, 1882]
article-text: Ἐνῷ μάλιστα ἐργάται, Ἀγγελούσης καὶ Μπούρας, ἐκ τῶν ἀνέργων ἐφύλασσον τὰς μαούνας τοῦ λιμένος ἐπὶ τοῦ σκοποῦ τῆς ἀπεργίας, ἐπεχείρησαν νὰ τὰς ἐμποδίσουν.	[355, 846, 651, 911]
ad-subheading: ΚΑΙ ΓΕΝΝΗΤΙΚΩΝ ΝΟΣΗΜΑΤΩΝ	[1005, 1312, 1230, 1327]
divider	[355, 969, 651, 970]
ad-text: Ὅσοι θέλετε νὰ στολίσετε τὴν μνηστήν σας, τὴν κυρίαν σας, τὰς ἀδελφάς σας καὶ τὰς θυγατέρας σας μὲ ὡραῖα καὶ πρακτικὰ δῶρα, ἀπευθυνθῆτε εἰς τὸ κατάστημα τοῦ κ. Γ. Πομώνη. Ὁδὸς Ἑρμοῦ ἀρ. 47.	[969, 214, 1266, 295]
column-2	[355, 141, 651, 2314]
section-heading: Η ΝΥΚΤΕΡΙΝΗ ΣΥΣΚΕΨΙΣ ΤΩΝ ΖΑΪΜΙΚΩΝ	[1457, 917, 1562, 957]
article-text: ἐκφωνήσας καθ’ ἣν ἡ Ἑλληνικὴ Κυβέρνησις διὰ νὰ προσκαλέσῃ τὴν ἀναγνώρισιν τῶν κυριάρχων ἐπὶ τῆς νήσου, ἤθελε καταγγείλει αὐτὰς ἅμα τῇ λήξει τοῦ χρόνου τῆς συμβάσεως.	[6, 141, 343, 221]
section-heading: Η ΥΠΟΥΡΓΙΚΗ ΚΡΙΣΙΣ	[1460, 1143, 1559, 1170]
